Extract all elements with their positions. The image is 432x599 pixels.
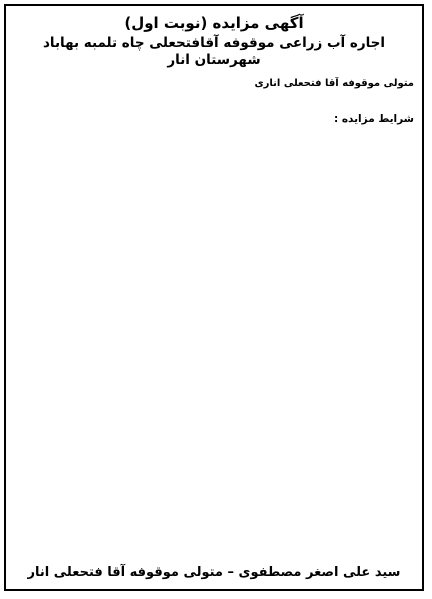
- notice-body: [14, 77, 414, 555]
- intro-lead: متولی موقوفه آقا فتحعلی اناری: [254, 78, 414, 89]
- intro-paragraph: [14, 77, 414, 91]
- signature-line: سید علی اصغر مصطفوی – متولی موقوفه آقا فتحعلی انار: [27, 565, 401, 580]
- notice-subtitle: اجاره آب زراعی موقوفه آقافتحعلی چاه تلمبه بهاباد شهرستان انار: [42, 35, 386, 68]
- notice-frame: [4, 4, 424, 591]
- notice-title: آگهی مزایده (نوبت اول): [124, 14, 304, 32]
- lease-details-paragraph: [14, 93, 414, 107]
- conditions-title: شرایط مزایده :: [334, 113, 414, 126]
- contact-paragraph: [14, 129, 414, 143]
